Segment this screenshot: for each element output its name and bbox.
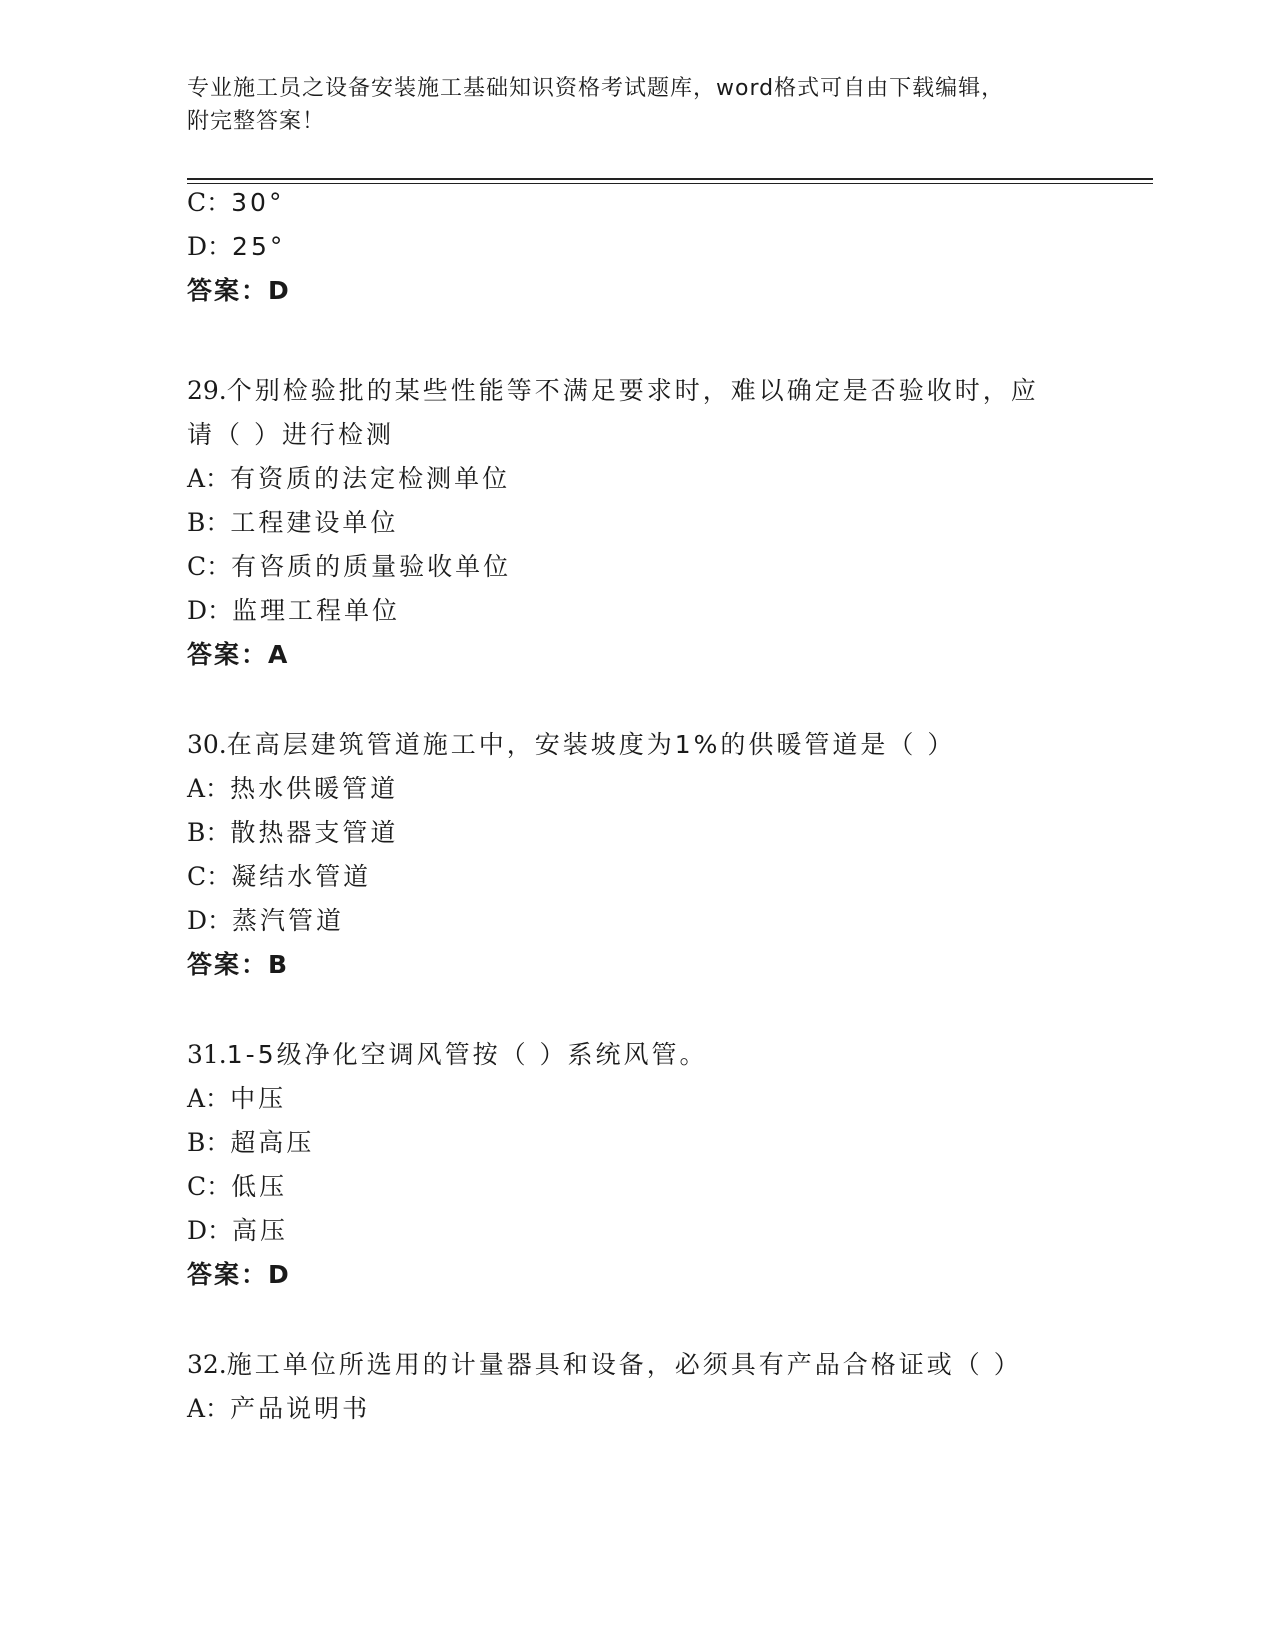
option-key: D： (187, 232, 233, 261)
option-text: 有咨质的质量验收单位 (231, 552, 512, 581)
option-text: 蒸汽管道 (232, 906, 345, 935)
answer-line: 答案：B (187, 950, 290, 979)
question-29-stem (187, 374, 1039, 408)
option-d (187, 594, 400, 628)
answer-line: 答案：D (187, 1260, 291, 1289)
option-key: B： (187, 508, 231, 537)
question-number: 30. (187, 730, 227, 759)
option-b (187, 506, 398, 540)
option-c (187, 550, 511, 584)
option-key: B： (187, 818, 231, 847)
document-header (187, 72, 1067, 138)
question-number: 32. (187, 1350, 227, 1379)
option-b (187, 1126, 314, 1160)
question-30-stem (187, 728, 955, 762)
header-rule-thick (187, 178, 1153, 180)
question-number: 31. (187, 1040, 227, 1069)
option-c (187, 186, 284, 220)
option-text: 监理工程单位 (232, 596, 401, 625)
option-key: C： (187, 1172, 232, 1201)
question-text: 在高层建筑管道施工中，安装坡度为1%的供暖管道是（ ） (226, 730, 956, 759)
option-key: C： (187, 552, 232, 581)
option-text: 25° (232, 232, 286, 261)
question-31-stem (187, 1038, 708, 1072)
option-text: 散热器支管道 (230, 818, 399, 847)
option-text: 产品说明书 (230, 1394, 371, 1423)
answer-line: 答案：D (187, 276, 291, 305)
question-29-stem-cont: 请（ ）进行检测 (187, 420, 394, 449)
question-number: 29. (187, 376, 227, 405)
header-line-1: 专业施工员之设备安装施工基础知识资格考试题库，word格式可自由下载编辑， (187, 76, 1005, 101)
question-32-stem (187, 1348, 1022, 1382)
option-key: C： (187, 188, 232, 217)
option-key: A： (187, 774, 231, 803)
option-text: 30° (231, 188, 285, 217)
option-c (187, 860, 371, 894)
question-text: 个别检验批的某些性能等不满足要求时，难以确定是否验收时，应 (226, 376, 1039, 405)
question-text: 1-5级净化空调风管按（ ）系统风管。 (226, 1040, 708, 1069)
option-key: D： (187, 906, 233, 935)
option-text: 热水供暖管道 (230, 774, 399, 803)
option-a (187, 772, 398, 806)
header-rule-thin (187, 183, 1153, 184)
option-d (187, 904, 344, 938)
option-key: A： (187, 464, 231, 493)
option-text: 工程建设单位 (230, 508, 399, 537)
question-text: 施工单位所选用的计量器具和设备，必须具有产品合格证或（ ） (226, 1350, 1022, 1379)
option-a (187, 462, 510, 496)
option-a (187, 1082, 286, 1116)
option-text: 凝结水管道 (231, 862, 372, 891)
option-key: C： (187, 862, 232, 891)
header-line-2: 附完整答案！ (187, 109, 326, 134)
answer-line: 答案：A (187, 640, 290, 669)
option-text: 中压 (230, 1084, 287, 1113)
option-text: 高压 (232, 1216, 289, 1245)
option-d (187, 230, 285, 264)
option-key: B： (187, 1128, 231, 1157)
option-c (187, 1170, 287, 1204)
option-key: A： (187, 1394, 231, 1423)
option-text: 有资质的法定检测单位 (230, 464, 511, 493)
option-key: A： (187, 1084, 231, 1113)
option-b (187, 816, 398, 850)
option-d (187, 1214, 288, 1248)
option-key: D： (187, 1216, 233, 1245)
option-a (187, 1392, 370, 1426)
option-text: 低压 (231, 1172, 288, 1201)
option-text: 超高压 (230, 1128, 315, 1157)
option-key: D： (187, 596, 233, 625)
